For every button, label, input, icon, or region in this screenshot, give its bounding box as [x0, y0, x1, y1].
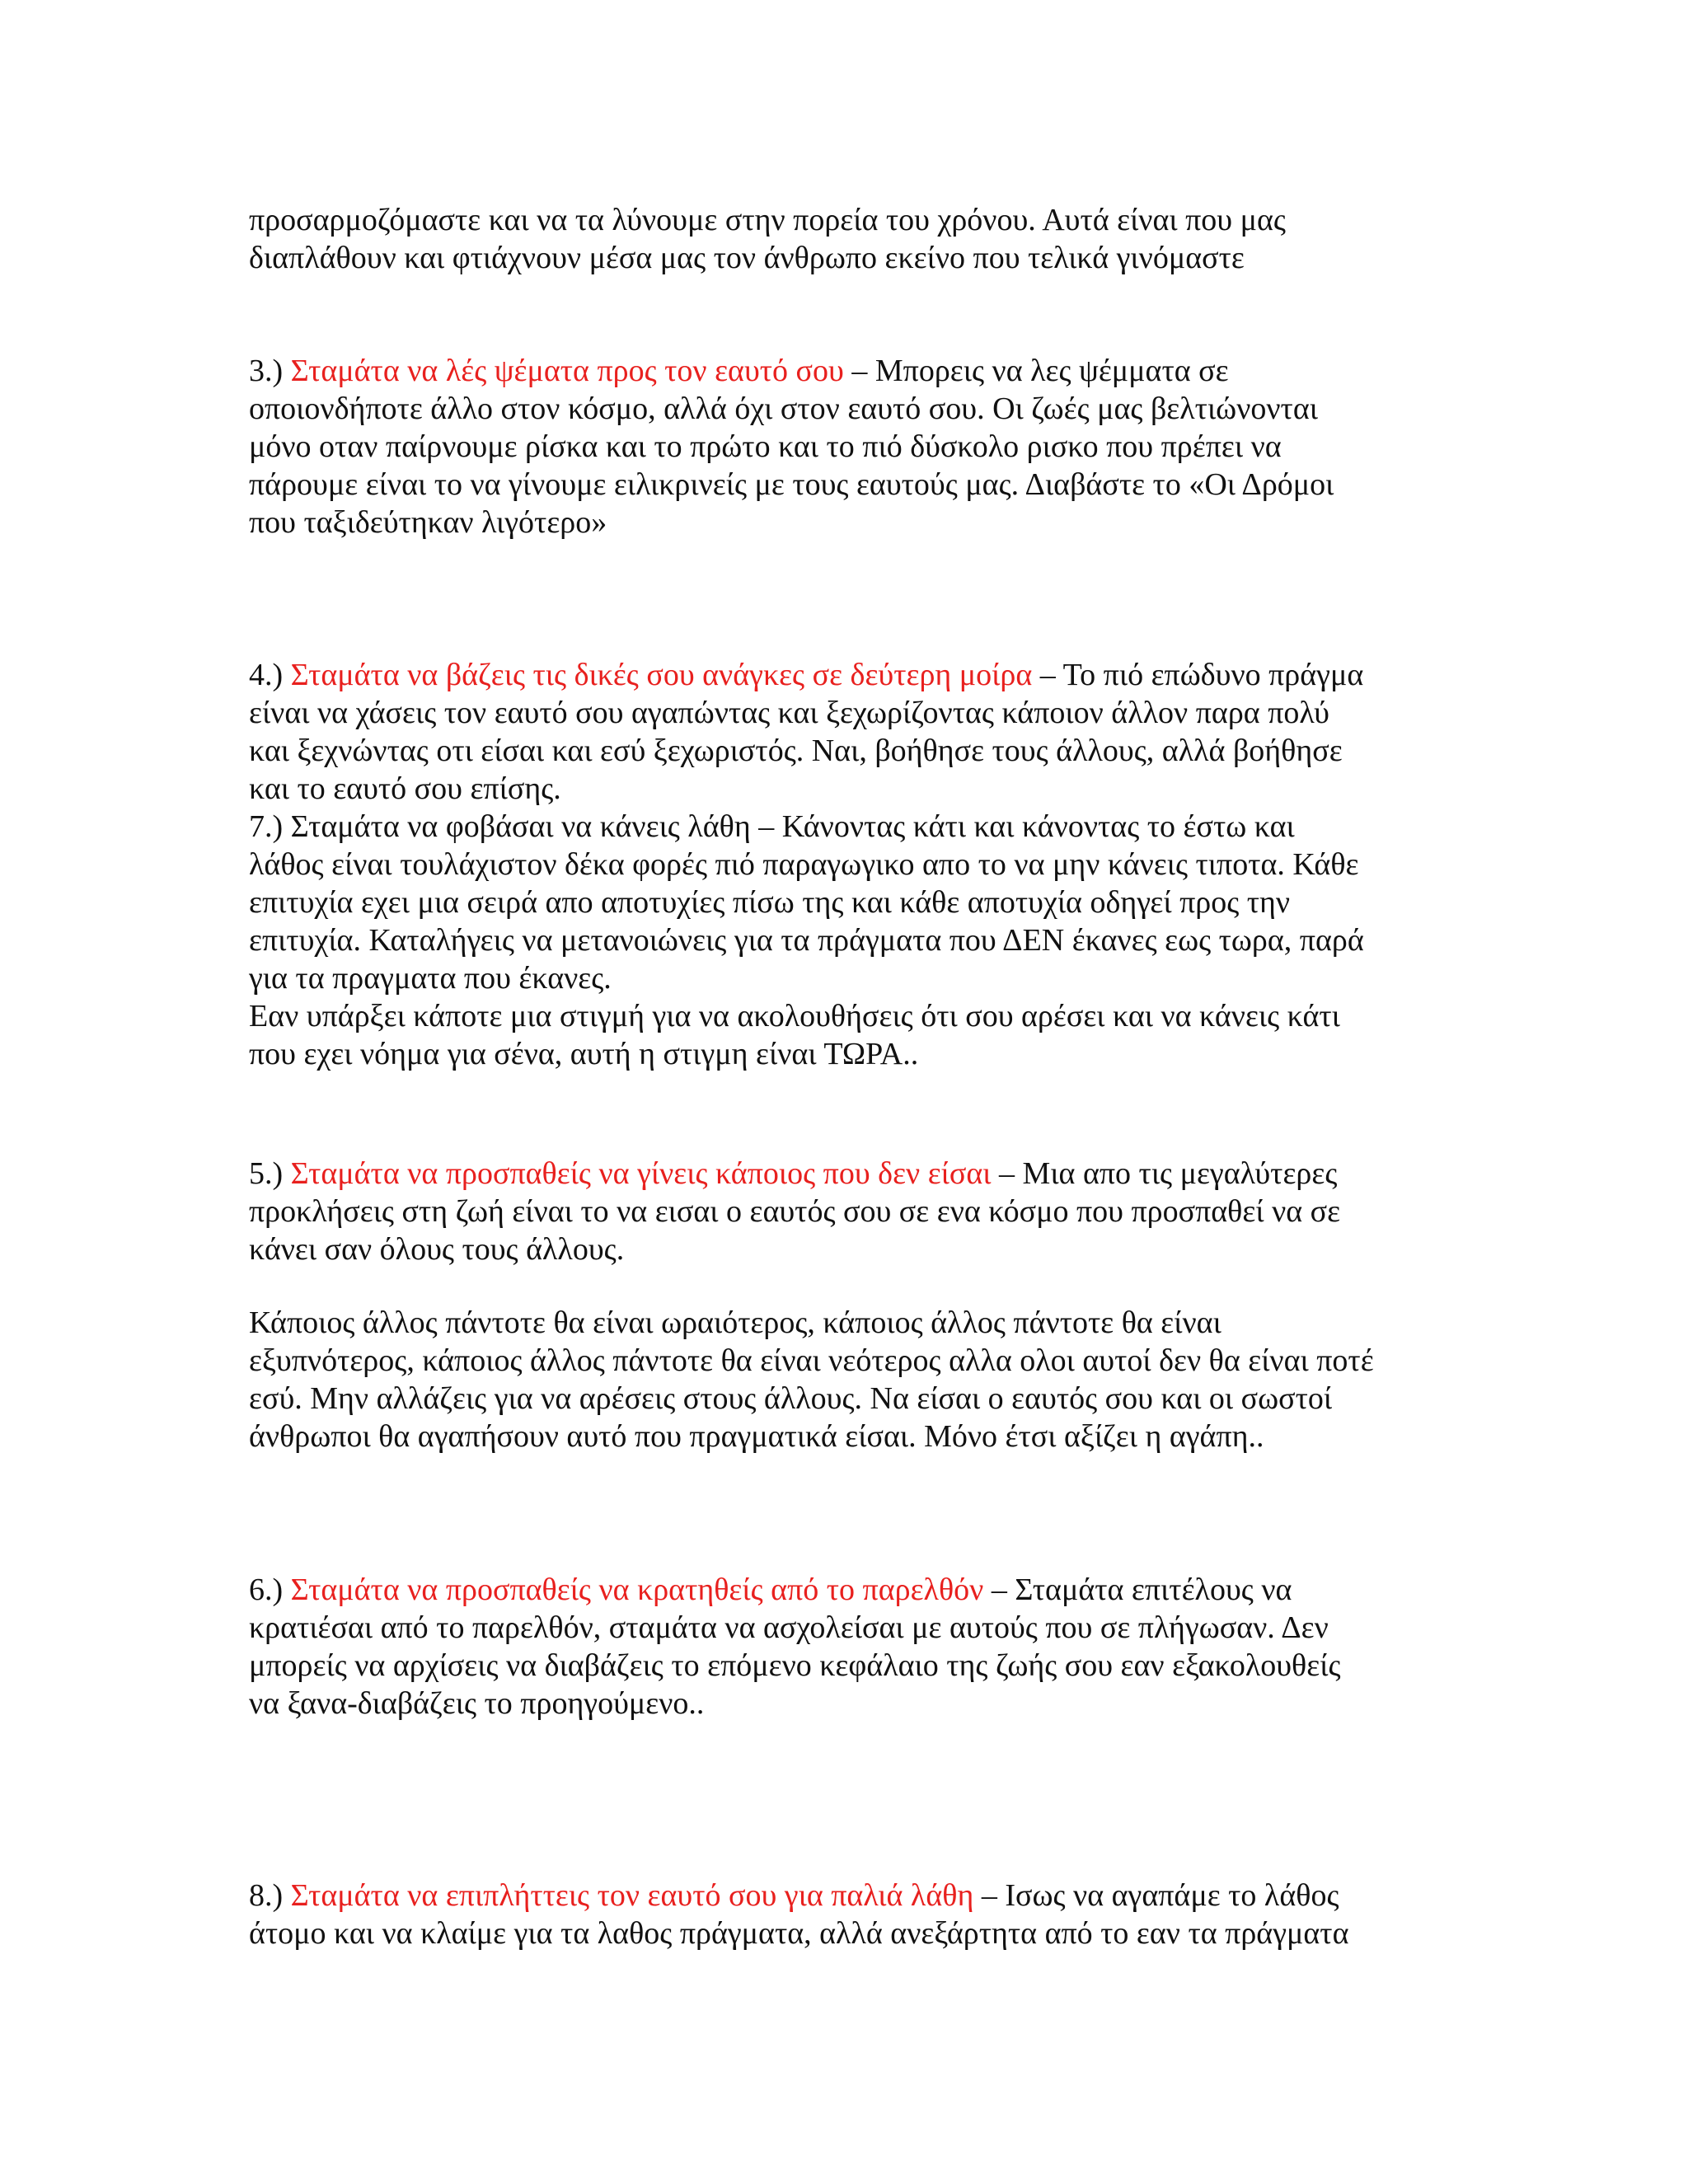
text-line: για τα πραγματα που έκανες.	[249, 961, 612, 996]
text-line: εξυπνότερος, κάποιος άλλος πάντοτε θα είναι νεότερος αλλα ολοι αυτοί δεν θα είναι ποτέ	[249, 1343, 1374, 1378]
text-line: και ξεχνώντας οτι είσαι και εσύ ξεχωριστός. Ναι, βοήθησε τους άλλους, αλλά βοήθησε	[249, 733, 1343, 768]
item-heading: Σταμάτα να λές ψέματα προς τον εαυτό σου	[290, 354, 844, 388]
item-number: 4.)	[249, 658, 284, 692]
item-first-rest: – Μπορεις να λες ψέμματα σε	[843, 354, 1229, 388]
item-number: 6.)	[249, 1572, 284, 1607]
text-line: εσύ. Μην αλλάζεις για να αρέσεις στους άλλους. Να είσαι ο εαυτός σου και οι σωστοί	[249, 1381, 1333, 1416]
item-heading: Σταμάτα να επιπλήττεις τον εαυτό σου για παλιά λάθη	[290, 1878, 974, 1913]
text-line: είναι να χάσεις τον εαυτό σου αγαπώντας και ξεχωρίζοντας κάποιον άλλον παρα πολύ	[249, 696, 1329, 730]
text-line: μπορείς να αρχίσεις να διαβάζεις το επόμενο κεφάλαιο της ζωής σου εαν εξακολουθείς	[249, 1648, 1341, 1683]
item-number: 3.)	[249, 354, 284, 388]
text-line: και το εαυτό σου επίσης.	[249, 771, 561, 806]
text-line: οποιονδήποτε άλλο στον κόσμο, αλλά όχι στον εαυτό σου. Οι ζωές μας βελτιώνονται	[249, 391, 1318, 426]
item-number: 8.)	[249, 1878, 284, 1913]
paragraph	[249, 1304, 1461, 1455]
text-line: κρατιέσαι από το παρελθόν, σταμάτα να ασχολείσαι με αυτούς που σε πλήγωσαν. Δεν	[249, 1610, 1329, 1645]
text-line: επιτυχία εχει μια σειρά απο αποτυχίες πίσω της και κάθε αποτυχία οδηγεί προς την	[249, 885, 1291, 920]
text-line: που εχει νόημα για σένα, αυτή η στιγμη είναι ΤΩΡΑ..	[249, 1037, 919, 1071]
text-line: επιτυχία. Καταλήγεις να μετανοιώνεις για τα πράγματα που ΔΕΝ έκανες εως τωρα, παρά	[249, 923, 1364, 958]
text-line: κάνει σαν όλους τους άλλους.	[249, 1232, 625, 1267]
text-line: προκλήσεις στη ζωή είναι το να εισαι ο εαυτός σου σε ενα κόσμο που προσπαθεί να σε	[249, 1194, 1341, 1229]
item-first-rest: – Σταμάτα επιτέλους να	[983, 1572, 1292, 1607]
text-line: πάρουμε είναι το να γίνουμε ειλικρινείς με τους εαυτούς μας. Διαβάστε το «Οι Δρόμοι	[249, 467, 1334, 502]
text-line: που ταξιδεύτηκαν λιγότερο»	[249, 505, 607, 540]
item-first-rest: – Μια απο τις μεγαλύτερες	[991, 1156, 1338, 1191]
item-4	[249, 656, 1461, 1073]
item-first-line	[249, 1877, 1461, 1915]
text-line: Κάποιος άλλος πάντοτε θα είναι ωραιότερος, κάποιος άλλος πάντοτε θα είναι	[249, 1305, 1221, 1340]
item-first-line	[249, 352, 1461, 390]
text-line: άνθρωποι θα αγαπήσουν αυτό που πραγματικά είσαι. Μόνο έτσι αξίζει η αγάπη..	[249, 1419, 1264, 1454]
item-heading: Σταμάτα να βάζεις τις δικές σου ανάγκες σε δεύτερη μοίρα	[290, 658, 1033, 692]
item-first-rest: – Ισως να αγαπάμε το λάθος	[973, 1878, 1339, 1913]
text-line: άτομο και να κλαίμε για τα λαθος πράγματα, αλλά ανεξάρτητα από το εαν τα πράγματα	[249, 1916, 1349, 1951]
item-heading: Σταμάτα να προσπαθείς να κρατηθείς από το παρελθόν	[290, 1572, 984, 1607]
text-line: 7.) Σταμάτα να φοβάσαι να κάνεις λάθη – Κάνοντας κάτι και κάνοντας το έστω και	[249, 809, 1295, 844]
item-6	[249, 1571, 1461, 1722]
item-first-line	[249, 1571, 1461, 1609]
text-line: να ξανα-διαβάζεις το προηγούμενο..	[249, 1686, 705, 1721]
text-line: Εαν υπάρξει κάποτε μια στιγμή για να ακολουθήσεις ότι σου αρέσει και να κάνεις κάτι	[249, 999, 1340, 1033]
item-5	[249, 1155, 1461, 1268]
item-heading: Σταμάτα να προσπαθείς να γίνεις κάποιος που δεν είσαι	[290, 1156, 992, 1191]
text-line: προσαρμοζόμαστε και να τα λύνουμε στην πορεία του χρόνου. Αυτά είναι που μας	[249, 203, 1286, 237]
item-first-line	[249, 1155, 1461, 1193]
item-3	[249, 352, 1461, 541]
item-first-line	[249, 656, 1461, 694]
text-line: μόνο οταν παίρνουμε ρίσκα και το πρώτο και το πιό δύσκολο ρισκο που πρέπει να	[249, 429, 1282, 464]
item-first-rest: – Το πιό επώδυνο πράγμα	[1032, 658, 1364, 692]
item-8	[249, 1877, 1461, 1952]
text-line: διαπλάθουν και φτιάχνουν μέσα μας τον άνθρωπο εκείνο που τελικά γινόμαστε	[249, 241, 1245, 275]
paragraph-continuation	[249, 201, 1461, 277]
item-number: 5.)	[249, 1156, 284, 1191]
text-line: λάθος είναι τουλάχιστον δέκα φορές πιό παραγωγικο απο το να μην κάνεις τιποτα. Κάθε	[249, 847, 1359, 882]
